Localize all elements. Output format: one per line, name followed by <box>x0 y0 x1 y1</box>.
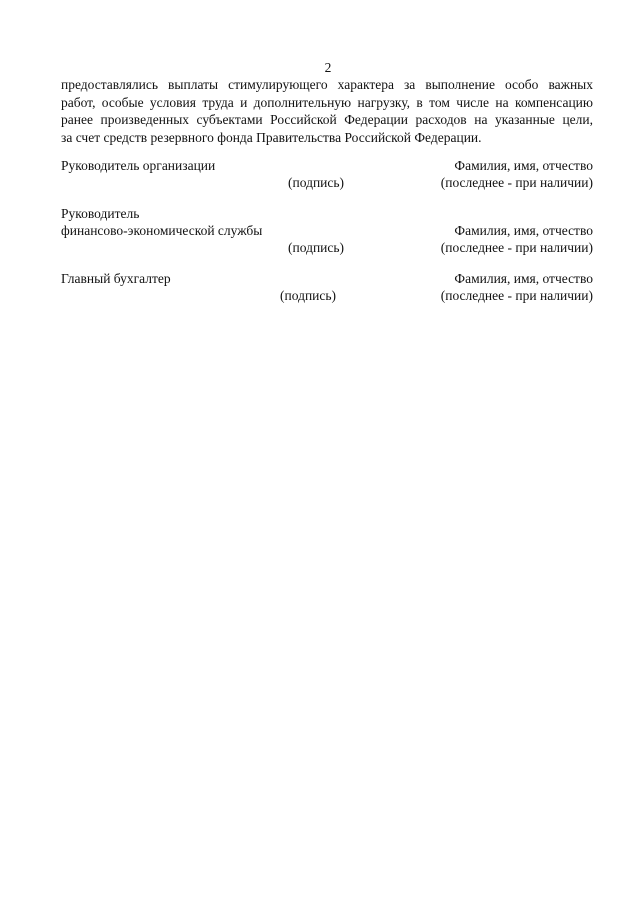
signature-label: (подпись) <box>288 175 345 190</box>
signature-label: (подпись) <box>280 288 337 303</box>
name-note: (последнее - при наличии) <box>440 288 593 303</box>
name-label: Фамилия, имя, отчество <box>454 271 593 286</box>
signature-block-head <box>61 157 593 191</box>
page-number: 2 <box>324 60 332 75</box>
paragraph-line: ранее произведенных субъектами Российской Федерации расходов на указанные цели, <box>61 112 593 127</box>
paragraph-line: работ, особые условия труда и дополнительную нагрузку, в том числе на компенсацию <box>61 94 593 110</box>
name-label: Фамилия, имя, отчество <box>454 158 593 173</box>
signature-block-accountant <box>61 270 593 304</box>
signature-title: Главный бухгалтер <box>61 271 171 286</box>
signature-title: Руководитель организации <box>61 158 216 173</box>
signature-title-line2: финансово-экономической службы <box>61 223 263 238</box>
body-paragraph <box>61 76 593 146</box>
name-note: (последнее - при наличии) <box>440 240 593 255</box>
paragraph-line: предоставлялись выплаты стимулирующего характера за выполнение особо важных <box>61 77 593 92</box>
signature-block-finance <box>61 205 593 256</box>
paragraph-line: за счет средств резервного фонда Правительства Российской Федерации. <box>61 129 482 145</box>
signature-title: Руководитель <box>61 206 140 221</box>
name-note: (последнее - при наличии) <box>440 175 593 190</box>
signature-label: (подпись) <box>288 240 345 255</box>
name-label: Фамилия, имя, отчество <box>454 223 593 238</box>
